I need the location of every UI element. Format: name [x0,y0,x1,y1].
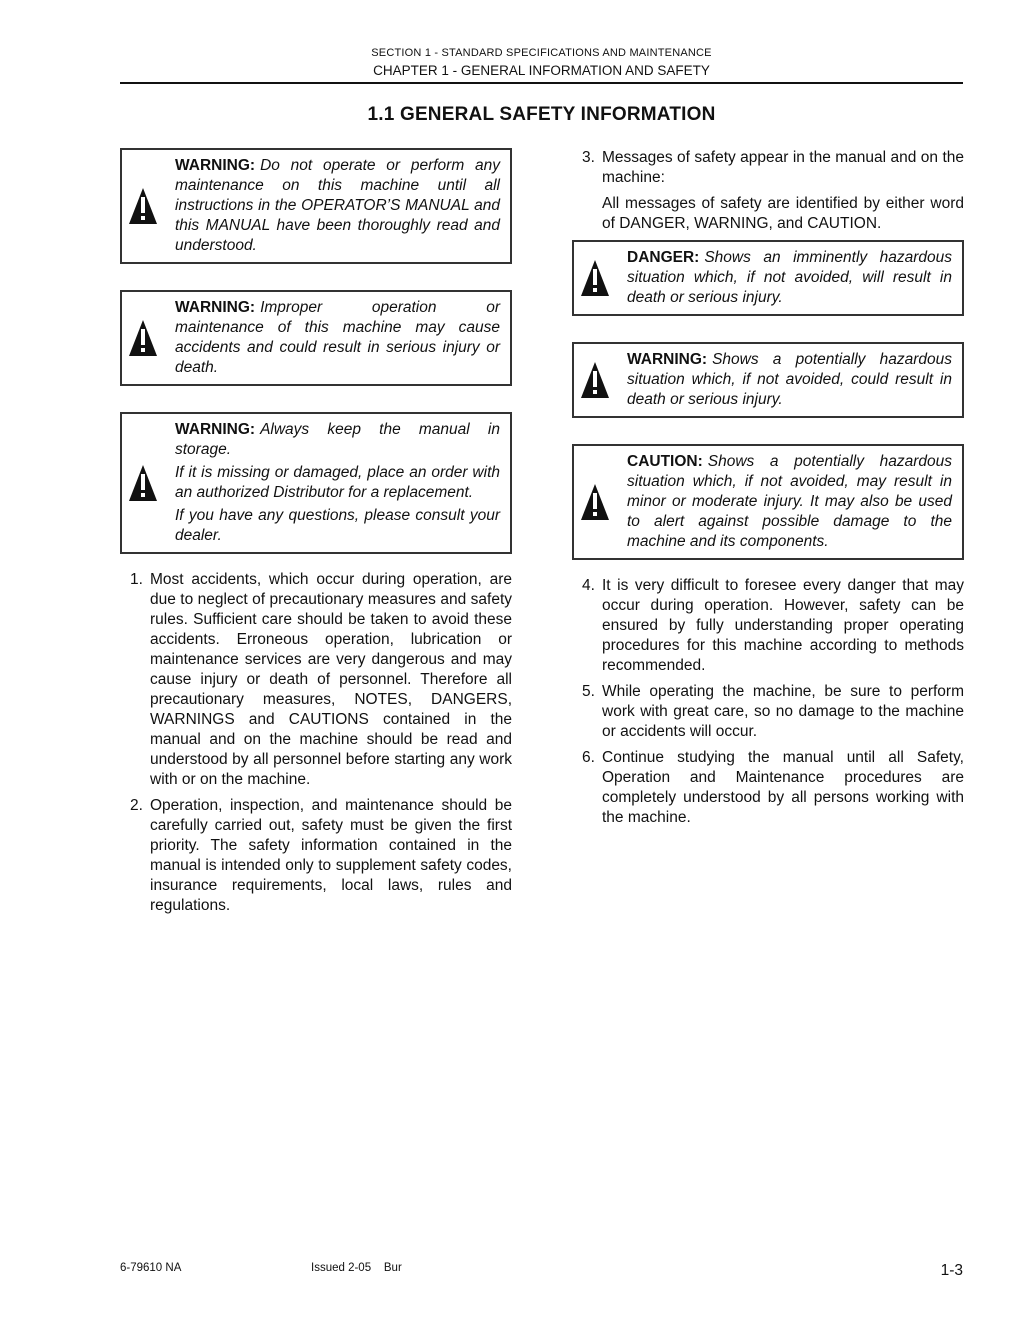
warning-box-keep-manual [120,412,512,554]
list-item-text: Continue studying the manual until all Safety, Operation and Maintenance procedures are completely understood by all persons working with the machine. [602,749,964,826]
safety-list-left [120,570,512,916]
safety-list-right-bottom [572,576,964,828]
warning-label: WARNING: [627,351,708,368]
header-section: SECTION 1 - STANDARD SPECIFICATIONS AND MAINTENANCE [371,47,712,59]
warning-box-definition [572,342,964,418]
page-title: 1.1 GENERAL SAFETY INFORMATION [367,104,716,125]
warning-text-missing: If it is missing or damaged, place an order with an authorized Distributor for a replacement. [175,464,500,501]
warning-exclamation-icon [128,319,158,357]
list-item-text: Most accidents, which occur during operation, are due to neglect of precautionary measures and safety rules. Sufficient care should be taken to avoid these accidents. Erroneous operation, lubrication or maintenance services are very dangerous and may cause injury or death of personnel. Therefore all precautionary measures, NOTES, DANGERS, WARNINGS and CAUTIONS contained in the manual and on the machine should be read and understood by all personnel before starting any work with or on the machine. [150,571,512,788]
list-number: 6. [582,749,595,766]
list-item-text: Operation, inspection, and maintenance should be carefully carried out, safety must be given the first priority. The safety information contained in the manual is intended only to supplement safety codes, insurance requirements, local laws, rules and regulations. [150,797,512,914]
list-number: 2. [130,797,143,814]
warning-box-improper-operation [120,290,512,386]
danger-box [572,240,964,316]
header-chapter: CHAPTER 1 - GENERAL INFORMATION AND SAFETY [373,63,710,78]
warning-exclamation-icon [580,361,610,399]
list-item [572,148,964,234]
warning-text: WARNING: Always keep the manual in storage. [175,421,500,458]
warning-box-read-manual [120,148,512,264]
left-column [120,148,512,922]
right-column [572,148,964,834]
warning-exclamation-icon [580,483,610,521]
caution-box [572,444,964,560]
header-rule [120,82,963,84]
warning-exclamation-icon [128,464,158,502]
list-item-text: While operating the machine, be sure to perform work with great care, so no damage to the machine or accidents will occur. [602,683,964,740]
list-item-text-2: All messages of safety are identified by either word of DANGER, WARNING, and CAUTION. [602,195,964,232]
list-item-text: Messages of safety appear in the manual and on the machine: [602,149,964,186]
caution-label: CAUTION: [627,453,703,470]
list-number: 5. [582,683,595,700]
warning-label: WARNING: [175,157,256,174]
danger-text: DANGER: Shows an imminently hazardous situation which, if not avoided, will result in death or serious injury. [627,249,952,306]
footer-issue: Issued 2-05 Bur [311,1262,402,1274]
danger-label: DANGER: [627,249,700,266]
caution-text: CAUTION: Shows a potentially hazardous situation which, if not avoided, may result in minor or moderate injury. It may also be used to alert against possible damage to the machine and its components. [627,453,952,550]
list-item [572,748,964,828]
footer-page-number: 1-3 [940,1262,963,1279]
warning-text: WARNING: Improper operation or maintenance of this machine may cause accidents and could result in serious injury or death. [175,299,500,376]
list-item [572,682,964,742]
warning-text-consult: If you have any questions, please consult your dealer. [175,507,500,544]
list-item [120,796,512,916]
warning-exclamation-icon [580,259,610,297]
warning-label: WARNING: [175,299,256,316]
list-item-text: It is very difficult to foresee every danger that may occur during operation. However, safety can be ensured by fully understanding proper operating procedures for this machine according to methods recommended. [602,577,964,674]
list-item [572,576,964,676]
list-number: 1. [130,571,143,588]
list-item [120,570,512,790]
warning-text: WARNING: Do not operate or perform any maintenance on this machine until all instructions in the OPERATOR’S MANUAL and this MANUAL have been thoroughly read and understood. [175,157,500,254]
safety-list-right-top [572,148,964,234]
warning-label: WARNING: [175,421,256,438]
list-number: 4. [582,577,595,594]
warning-text: WARNING: Shows a potentially hazardous situation which, if not avoided, could result in death or serious injury. [627,351,952,408]
list-number: 3. [582,149,595,166]
footer-doc-number: 6-79610 NA [120,1262,182,1274]
warning-exclamation-icon [128,187,158,225]
